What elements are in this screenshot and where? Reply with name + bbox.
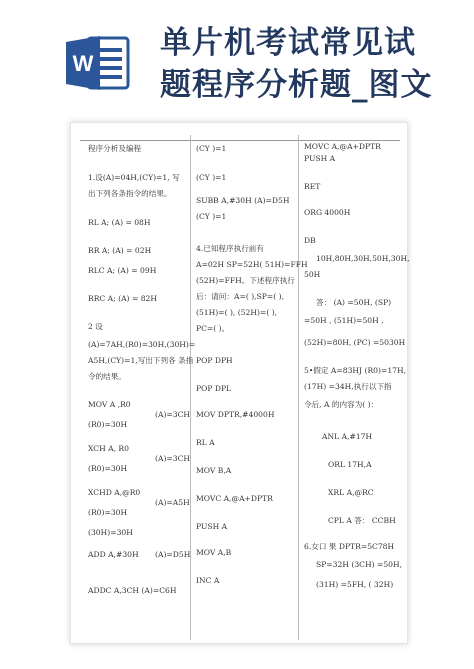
right-column-line: 答： (A) =50H, (SP) — [316, 298, 392, 307]
word-document-icon — [66, 32, 130, 94]
left-column-line: (R0)=30H — [88, 464, 128, 473]
document-title — [160, 22, 460, 106]
left-column-line: 1.设(A)=04H,(CY)=1, 写 — [88, 173, 180, 182]
middle-column-line: MOV DPTR,#4000H — [196, 410, 275, 419]
middle-column-line: RL A — [196, 438, 215, 447]
middle-column-line: POP DPL — [196, 384, 232, 393]
middle-column-line: SUBB A,#30H (A)=D5H — [196, 196, 290, 205]
column-divider-1 — [190, 135, 191, 640]
middle-column-line: MOVC A,@A+DPTR — [196, 494, 273, 503]
left-column-line: RR A; (A) = 02H — [88, 246, 152, 255]
left-column-line: 2 设 — [88, 322, 103, 331]
left-column-line: A5H,(CY)=1,写出下列各 条指 — [88, 356, 194, 365]
middle-column-line: A=02H SP=52H( 51H)=FFH — [196, 260, 308, 269]
right-column-line: MOVC A,@A+DPTR — [304, 142, 381, 151]
right-column-line: PUSH A — [304, 154, 336, 163]
right-column-line: ORL 17H,A — [328, 460, 372, 469]
table-top-rule — [80, 140, 400, 141]
right-column-line: (52H)=80H, (PC) =5030H — [304, 338, 406, 347]
page-header — [0, 0, 474, 118]
middle-column-line: 后：请问：A=( ),SP=( ), — [196, 292, 284, 301]
middle-column-line: (52H)=FFH。下述程序执行 — [196, 276, 295, 285]
middle-column-line: (CY )=1 — [196, 212, 227, 221]
left-column-line: RL A; (A) = 08H — [88, 218, 151, 227]
left-column-line: (R0)=30H — [88, 420, 128, 429]
middle-column-line: (51H)=( ), (52H)=( ), — [196, 308, 278, 317]
left-column-line: 程序分析及编程 — [88, 144, 142, 153]
left-column-line: (R0)=30H — [88, 508, 128, 517]
right-column-line: SP=32H (3CH) =50H, — [316, 560, 403, 569]
right-column-line: 6.女口 果 DPTR=5C78H — [304, 542, 395, 551]
middle-column-line: (CY )=1 — [196, 173, 227, 182]
left-column-line: (A)=D5H — [155, 550, 191, 559]
middle-column-line: MOV A,B — [196, 548, 232, 557]
middle-column-line: PC=( )。 — [196, 324, 230, 333]
left-column-line: XCHD A,@R0 — [88, 488, 141, 497]
right-column-line: CPL A 答： CCBH — [328, 516, 396, 525]
right-column-line: (31H) =5FH, ( 32H) — [316, 580, 394, 589]
middle-column-line: POP DPH — [196, 356, 233, 365]
left-column-line: MOV A ,R0 — [88, 400, 131, 409]
column-divider-2 — [298, 135, 299, 640]
left-column-line: 出下列各条指令的结果。 — [88, 189, 172, 198]
left-column-line: (A)=3CH — [155, 410, 191, 419]
left-column-line: RLC A; (A) = 09H — [88, 266, 157, 275]
right-column-line: ORG 4000H — [304, 208, 351, 217]
left-column-line: 令的结果。 — [88, 372, 126, 381]
middle-column-line: INC A — [196, 576, 220, 585]
middle-column-line: MOV B,A — [196, 466, 232, 475]
right-column-line: 5•假定 A=83HJ (R0)=17H, — [304, 366, 407, 375]
middle-column-line: PUSH A — [196, 522, 228, 531]
right-column-line: DB — [304, 236, 316, 245]
right-column-line: XRL A,@RC — [328, 488, 374, 497]
right-column-line: 50H — [304, 270, 321, 279]
left-column-line: ADD A,#30H — [88, 550, 139, 559]
left-column-line: (A)=A5H — [155, 498, 190, 507]
title-line-2: 题程序分析题_图文 — [160, 67, 433, 103]
middle-column-line: 4.已知程序执行前有 — [196, 244, 264, 253]
left-column-line: (A)=3CH — [155, 454, 191, 463]
title-line-1: 单片机考试常见试 — [160, 25, 416, 61]
left-column-line: (A)=7AH,(R0)=30H,(30H)= — [88, 340, 196, 349]
left-column-line: (30H)=30H — [88, 528, 133, 537]
right-column-line: 令后, A 的内容为( )： — [304, 400, 379, 409]
right-column-line: 10H,80H,30H,50H,30H, — [316, 254, 410, 263]
svg-text:W: W — [72, 51, 94, 76]
right-column-line: ANL A,#17H — [322, 432, 373, 441]
right-column-line: RET — [304, 182, 321, 191]
right-column-line: (17H) =34H,执行以下指 — [304, 382, 392, 391]
right-column-line: =50H , (51H)=50H , — [304, 316, 384, 325]
left-column-line: ADDC A,3CH (A)=C6H — [88, 586, 177, 595]
middle-column-line: (CY )=1 — [196, 144, 227, 153]
left-column-line: RRC A; (A) = 82H — [88, 294, 158, 303]
left-column-line: XCH A, R0 — [88, 444, 129, 453]
